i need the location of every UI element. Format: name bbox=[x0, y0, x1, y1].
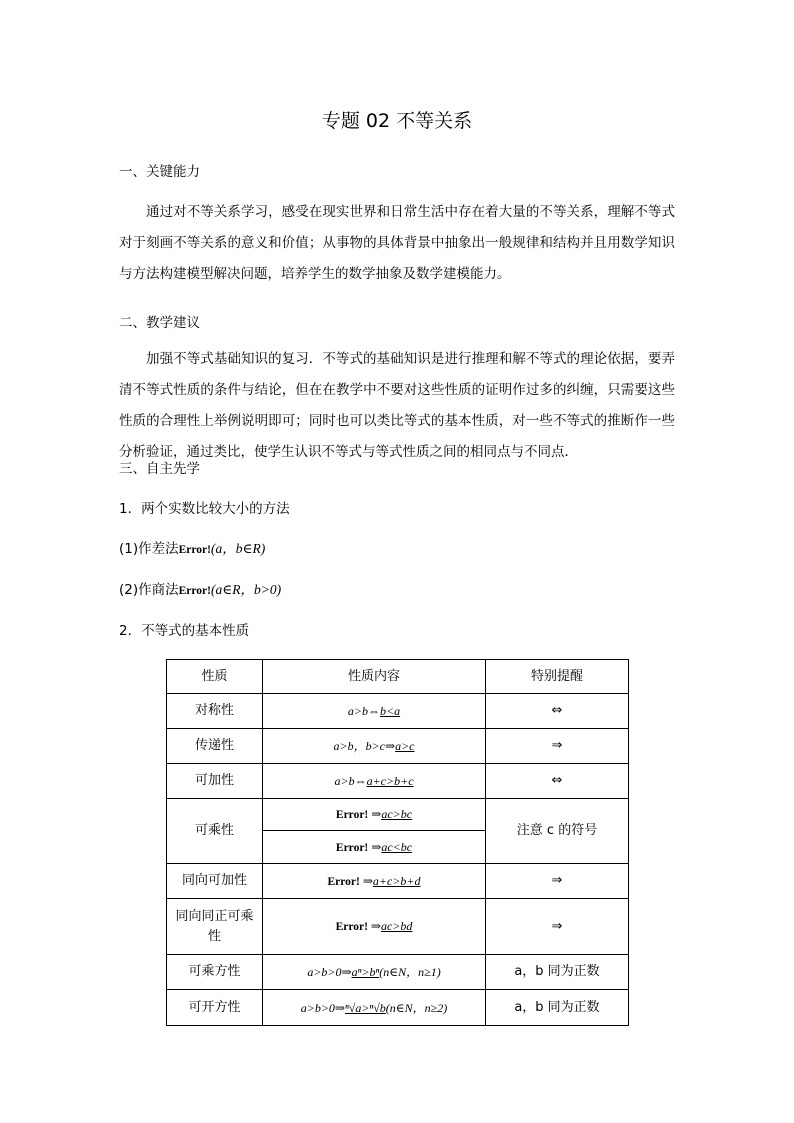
table-row bbox=[167, 990, 629, 1026]
property-note: ⇔ bbox=[486, 764, 629, 799]
method2-line bbox=[119, 578, 281, 598]
method2-condition: (a∈R，b>0) bbox=[210, 582, 282, 597]
method1-line bbox=[119, 537, 265, 557]
answer-blank: aⁿ>bⁿ bbox=[351, 965, 380, 979]
table-row bbox=[167, 694, 629, 729]
table-row bbox=[167, 799, 629, 831]
method1-error: Error! bbox=[178, 544, 211, 556]
property-content bbox=[263, 799, 486, 831]
item2-heading: 2．不等式的基本性质 bbox=[119, 623, 250, 639]
header-cell: 性质内容 bbox=[263, 660, 486, 694]
answer-blank: ac>bd bbox=[380, 919, 413, 933]
header-cell: 特别提醒 bbox=[486, 660, 629, 694]
property-content bbox=[263, 694, 486, 729]
content-text: a>b⇔ bbox=[334, 774, 367, 788]
property-name: 对称性 bbox=[167, 694, 263, 729]
table-header-row bbox=[167, 660, 629, 694]
content-text: ⇒ bbox=[368, 839, 382, 854]
property-name: 可乘方性 bbox=[167, 955, 263, 990]
answer-blank: a+c>b+c bbox=[366, 774, 414, 788]
property-note: a，b 同为正数 bbox=[486, 990, 629, 1026]
content-text: a>b，b>c⇒ bbox=[333, 739, 396, 753]
content-text: ⇒ bbox=[368, 807, 382, 821]
property-content bbox=[263, 764, 486, 799]
property-note: ⇒ bbox=[486, 729, 629, 764]
content-text: ⇒ bbox=[359, 873, 373, 888]
error-text: Error! bbox=[327, 875, 360, 888]
property-content bbox=[263, 729, 486, 764]
error-text: Error! bbox=[335, 921, 368, 933]
property-note: ⇔ bbox=[486, 694, 629, 729]
property-content bbox=[263, 899, 486, 955]
property-name: 可乘性 bbox=[167, 799, 263, 864]
property-content bbox=[263, 990, 486, 1026]
property-note: ⇒ bbox=[486, 864, 629, 899]
method2-prefix: (2)作商法 bbox=[119, 582, 179, 598]
table-row bbox=[167, 899, 629, 955]
section1-body: 通过对不等关系学习，感受在现实世界和日常生活中存在着大量的不等关系，理解不等式对于刻画不等关系的意义和价值；从事物的具体背景中抽象出一般规律和结构并且用数学知识与方法构建模型解决问题，培养学生的数学抽象及数学建模能力。 bbox=[119, 204, 675, 282]
answer-blank: ac>bc bbox=[381, 807, 413, 821]
table-row bbox=[167, 864, 629, 899]
section1-heading: 一、关键能力 bbox=[119, 164, 200, 180]
inequality-properties-table bbox=[166, 659, 629, 1026]
section2-body: 加强不等式基础知识的复习．不等式的基础知识是进行推理和解不等式的理论依据，要弄清不等式性质的条件与结论，但在在教学中不要对这些性质的证明作过多的纠缠，只需要这些性质的合理性上举例说明即可；同时也可以类比等式的基本性质，对一些不等式的推断作一些分析验证，通过类比，使学生认识不等式与等式性质之间的相同点与不同点． bbox=[119, 351, 675, 460]
section3-heading: 三、自主先学 bbox=[119, 461, 200, 477]
table-row bbox=[167, 955, 629, 990]
item1-heading: 1．两个实数比较大小的方法 bbox=[119, 501, 290, 517]
content-text: (n∈N，n≥1) bbox=[379, 965, 441, 979]
content-text: a>b⇔ bbox=[347, 704, 380, 718]
content-text: a>b>0⇒ bbox=[300, 1000, 345, 1015]
section2-heading: 二、教学建议 bbox=[119, 315, 200, 331]
method1-prefix: (1)作差法 bbox=[119, 541, 179, 557]
table-row bbox=[167, 764, 629, 799]
property-name: 同向同正可乘性 bbox=[167, 899, 263, 955]
method1-condition: (a，b∈R) bbox=[210, 541, 266, 556]
property-note: ⇒ bbox=[486, 899, 629, 955]
page-title: 专题 02 不等关系 bbox=[321, 110, 473, 132]
answer-blank: a+c>b+d bbox=[372, 873, 421, 888]
table-row bbox=[167, 729, 629, 764]
method2-error: Error! bbox=[178, 585, 211, 597]
error-text: Error! bbox=[335, 841, 369, 854]
property-name: 同向可加性 bbox=[167, 864, 263, 899]
answer-blank: a>c bbox=[395, 739, 415, 753]
property-note: a，b 同为正数 bbox=[486, 955, 629, 990]
answer-blank: b<a bbox=[380, 704, 401, 718]
property-content bbox=[263, 831, 486, 864]
content-text: ⇒ bbox=[367, 919, 381, 933]
property-name: 可开方性 bbox=[167, 990, 263, 1026]
answer-blank: ⁿ√a>ⁿ√b bbox=[344, 1000, 386, 1015]
answer-blank: ac<bc bbox=[381, 839, 413, 854]
error-text: Error! bbox=[335, 809, 369, 821]
property-content bbox=[263, 955, 486, 990]
property-name: 传递性 bbox=[167, 729, 263, 764]
content-text: a>b>0⇒ bbox=[307, 965, 352, 979]
content-text: (n∈N，n≥2) bbox=[385, 1000, 448, 1015]
header-cell: 性质 bbox=[167, 660, 263, 694]
property-content bbox=[263, 864, 486, 899]
property-note: 注意 c 的符号 bbox=[486, 799, 629, 864]
property-name: 可加性 bbox=[167, 764, 263, 799]
